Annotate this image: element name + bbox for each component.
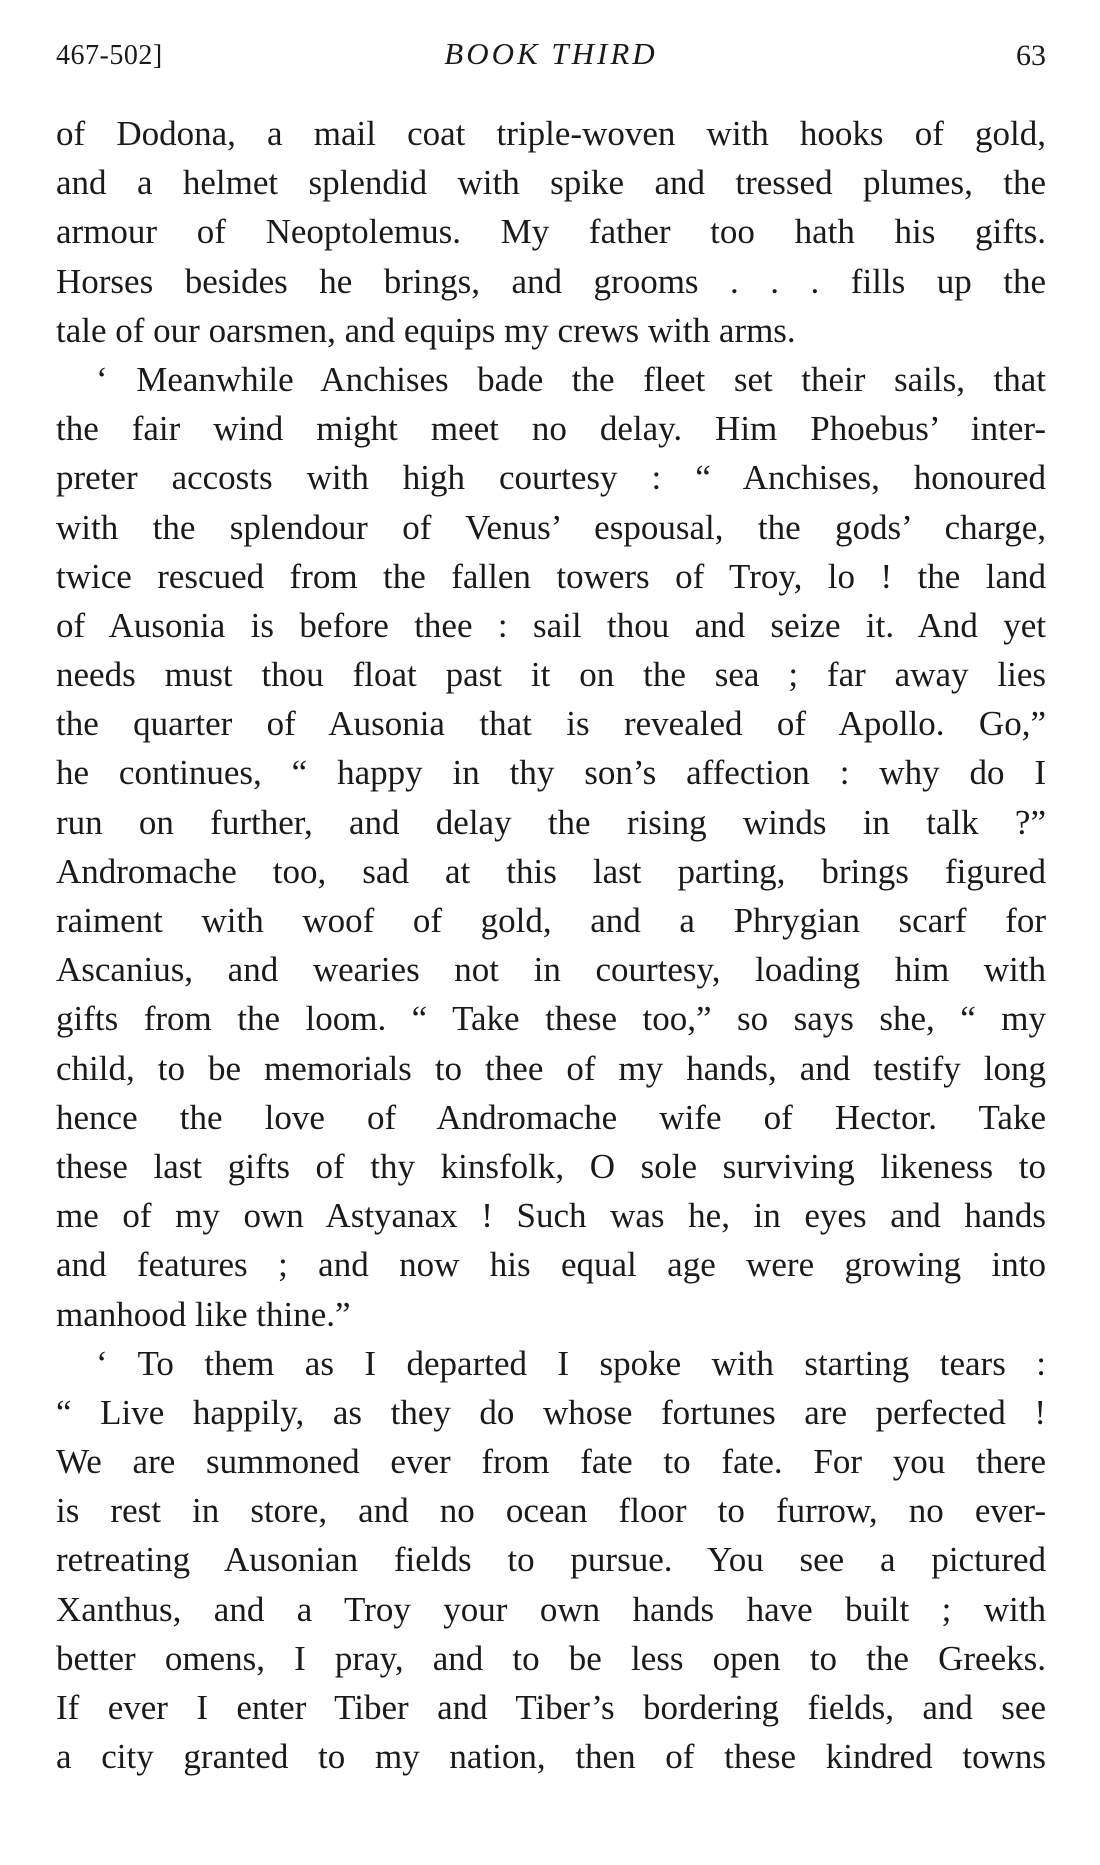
text-line: with the splendour of Venus’ espousal, the gods’ charge, (56, 507, 1046, 547)
text-line: better omens, I pray, and to be less open to the Greeks. (56, 1638, 1046, 1678)
text-line: raiment with woof of gold, and a Phrygian scarf for (56, 901, 1046, 940)
text-line: needs must thou float past it on the sea ; far away lies (56, 655, 1046, 695)
line-range: 467-502] (56, 40, 163, 71)
text-line: retreating Ausonian fields to pursue. You see a pictured (56, 1540, 1046, 1580)
text-line: and a helmet splendid with spike and tressed plumes, the (56, 163, 1046, 203)
text-line: Xanthus, and a Troy your own hands have built ; with (56, 1589, 1046, 1629)
text-line: he continues, “ happy in thy son’s affection : why do I (56, 753, 1046, 793)
text-line: armour of Neoptolemus. My father too hath his gifts. (56, 212, 1046, 252)
page-number: 63 (1016, 39, 1046, 72)
text-line: twice rescued from the fallen towers of Troy, lo ! the land (56, 556, 1046, 596)
text-line: of Dodona, a mail coat triple-woven with hooks of gold, (56, 114, 1046, 153)
text-line: the fair wind might meet no delay. Him Phoebus’ inter- (56, 409, 1046, 449)
text-line: If ever I enter Tiber and Tiber’s bordering fields, and see (56, 1688, 1046, 1727)
text-line: Andromache too, sad at this last parting, brings figured (56, 851, 1046, 891)
text-line: preter accosts with high courtesy : “ Anchises, honoured (56, 458, 1046, 498)
text-line: of Ausonia is before thee : sail thou and seize it. And yet (56, 605, 1046, 645)
text-line: Ascanius, and wearies not in courtesy, loading him with (56, 950, 1046, 990)
text-line: “ Live happily, as they do whose fortunes are perfected ! (56, 1392, 1046, 1432)
text-line: gifts from the loom. “ Take these too,” so says she, “ my (56, 999, 1046, 1039)
text-line: Horses besides he brings, and grooms . . . fills up the (56, 261, 1046, 301)
text-line: a city granted to my nation, then of these kindred towns (56, 1737, 1046, 1777)
text-line: run on further, and delay the rising winds in talk ?” (56, 802, 1046, 842)
text-line: ‘ To them as I departed I spoke with starting tears : (96, 1343, 1046, 1383)
book-title: BOOK THIRD (444, 36, 658, 71)
text-line: me of my own Astyanax ! Such was he, in eyes and hands (56, 1196, 1046, 1236)
text-line: hence the love of Andromache wife of Hector. Take (56, 1097, 1046, 1137)
text-line: tale of our oarsmen, and equips my crews with arms. (56, 310, 796, 350)
text-line: these last gifts of thy kinsfolk, O sole surviving likeness to (56, 1146, 1046, 1186)
text-line: We are summoned ever from fate to fate. For you there (56, 1442, 1046, 1482)
text-line: and features ; and now his equal age were growing into (56, 1245, 1046, 1285)
text-line: child, to be memorials to thee of my hands, and testify long (56, 1048, 1046, 1088)
text-line: the quarter of Ausonia that is revealed of Apollo. Go,” (56, 704, 1046, 744)
text-line: manhood like thine.” (56, 1294, 351, 1334)
body-text (56, 109, 1046, 1781)
running-head (56, 34, 1046, 74)
text-line: is rest in store, and no ocean floor to furrow, no ever- (56, 1491, 1046, 1531)
text-line: ‘ Meanwhile Anchises bade the fleet set their sails, that (96, 359, 1046, 399)
